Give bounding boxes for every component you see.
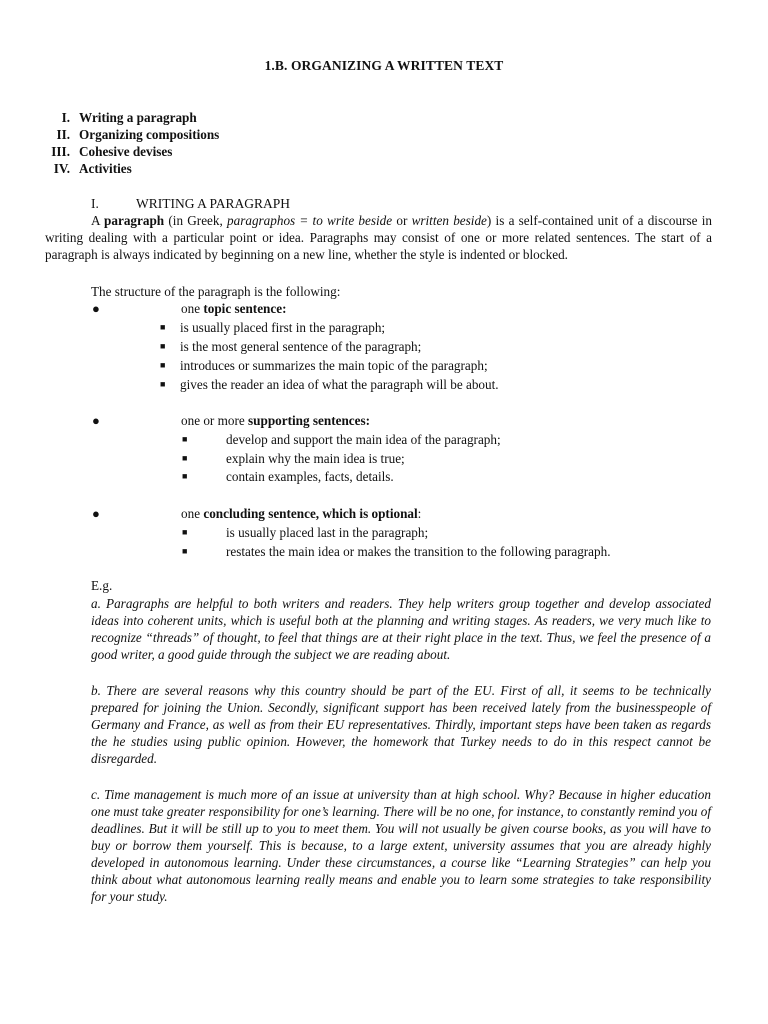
list-item-text: is usually placed first in the paragraph;	[180, 320, 386, 335]
square-bullet-icon: ■	[182, 471, 188, 481]
example-label: E.g.	[91, 578, 113, 593]
list-item	[0, 431, 768, 448]
list-item	[0, 319, 768, 336]
intro-text: or	[392, 213, 412, 228]
list-item	[0, 524, 768, 541]
list-item-text: restates the main idea or makes the transition to the following paragraph.	[226, 544, 611, 559]
example-paragraph-c: c. Time management is much more of an issue at university than at high school. Why? Because in higher education one must take greater responsibility for one’s learning. There will be no one, for instance, to constantly remind you of deadlines. But it will be still up to you to meet them. You will not usually be given course books, as you will have to buy or borrow them yourself. This is because, to a large extent, university assumes that you are already highly developed in autonomous learning. Under these circumstances, a course like “Learning Strategies” can help you think about what autonomous learning really means and enable you to learn some strategies to take responsibility for your study.	[91, 787, 711, 904]
toc-number: III.	[51, 144, 70, 159]
intro-text: A	[91, 213, 105, 228]
bullet-dot-icon: ●	[92, 301, 100, 316]
toc-item	[0, 109, 768, 126]
bullet-dot-icon: ●	[92, 413, 100, 428]
toc-item	[0, 143, 768, 160]
toc-label: Activities	[79, 161, 132, 176]
list-item	[0, 468, 768, 485]
list-item-text: develop and support the main idea of the paragraph;	[226, 432, 501, 447]
page-title: 1.B. ORGANIZING A WRITTEN TEXT	[264, 58, 504, 73]
bullet-lead	[181, 505, 421, 522]
bullet-lead-text: one	[181, 506, 204, 521]
intro-term: paragraph	[104, 213, 165, 228]
intro-text: (in Greek,	[164, 213, 228, 228]
intro-paragraph	[45, 212, 712, 263]
structure-intro: The structure of the paragraph is the following:	[91, 284, 341, 299]
list-item	[0, 450, 768, 467]
list-item	[0, 338, 768, 355]
toc-item	[0, 160, 768, 177]
square-bullet-icon: ■	[160, 360, 166, 370]
intro-etymology: written beside	[411, 213, 487, 228]
list-item	[0, 543, 768, 560]
list-item-text: is the most general sentence of the paragraph;	[180, 339, 422, 354]
square-bullet-icon: ■	[160, 379, 166, 389]
list-item	[0, 376, 768, 393]
section-title: WRITING A PARAGRAPH	[136, 196, 291, 211]
intro-text: ) is a self-contained unit of a discourse in writing dealing with a particular point or idea. Paragraphs may consist of one or more related sentences. The start of a paragraph is always indicated by beginning on a new line, whether the style is indented or blocked.	[45, 213, 713, 262]
list-item-text: is usually placed last in the paragraph;	[226, 525, 429, 540]
square-bullet-icon: ■	[182, 434, 188, 444]
bullet-lead-text: one	[181, 301, 204, 316]
square-bullet-icon: ■	[182, 527, 188, 537]
example-paragraph-a: a. Paragraphs are helpful to both writers and readers. They help writers group together and develop associated ideas into coherent units, which is useful both at the planning and writing stages. As readers, we very much like to recognize “threads” of thought, to feel that things are at their right place in the text. Thus, we feel the presence of a good writer, a good guide through the subject we are reading about.	[91, 596, 711, 662]
list-item-text: introduces or summarizes the main topic of the paragraph;	[180, 358, 488, 373]
square-bullet-icon: ■	[182, 546, 188, 556]
intro-etymology: paragraphos = to write beside	[227, 213, 393, 228]
square-bullet-icon: ■	[160, 322, 166, 332]
bullet-lead	[181, 300, 286, 317]
bullet-lead-text: one or more	[181, 413, 249, 428]
table-of-contents	[0, 109, 768, 177]
list-item-text: explain why the main idea is true;	[226, 451, 405, 466]
toc-label: Organizing compositions	[79, 127, 220, 142]
toc-number: I.	[61, 110, 70, 125]
section-number: I.	[91, 196, 99, 211]
bullet-lead-term: supporting sentences:	[248, 413, 371, 428]
toc-label: Writing a paragraph	[79, 110, 197, 125]
list-item-text: contain examples, facts, details.	[226, 469, 394, 484]
bullet-lead-term: concluding sentence, which is optional	[203, 506, 418, 521]
bullet-lead	[181, 412, 370, 429]
toc-number: IV.	[53, 161, 70, 176]
bullet-lead-term: topic sentence:	[203, 301, 287, 316]
toc-number: II.	[56, 127, 70, 142]
bullet-dot-icon: ●	[92, 506, 100, 521]
toc-label: Cohesive devises	[79, 144, 173, 159]
bullet-lead-text: :	[417, 506, 422, 521]
list-item	[0, 357, 768, 374]
list-item-text: gives the reader an idea of what the paragraph will be about.	[180, 377, 499, 392]
toc-item	[0, 126, 768, 143]
square-bullet-icon: ■	[182, 453, 188, 463]
square-bullet-icon: ■	[160, 341, 166, 351]
example-paragraph-b: b. There are several reasons why this country should be part of the EU. First of all, it seems to be technically prepared for joining the Union. Secondly, significant support has been received lately from the businesspeople of Germany and France, as well as from their EU representatives. Thirdly, important steps have been taken as regards the he studies using public opinion. However, the homework that Turkey needs to do in this respect cannot be disregarded.	[91, 683, 711, 766]
